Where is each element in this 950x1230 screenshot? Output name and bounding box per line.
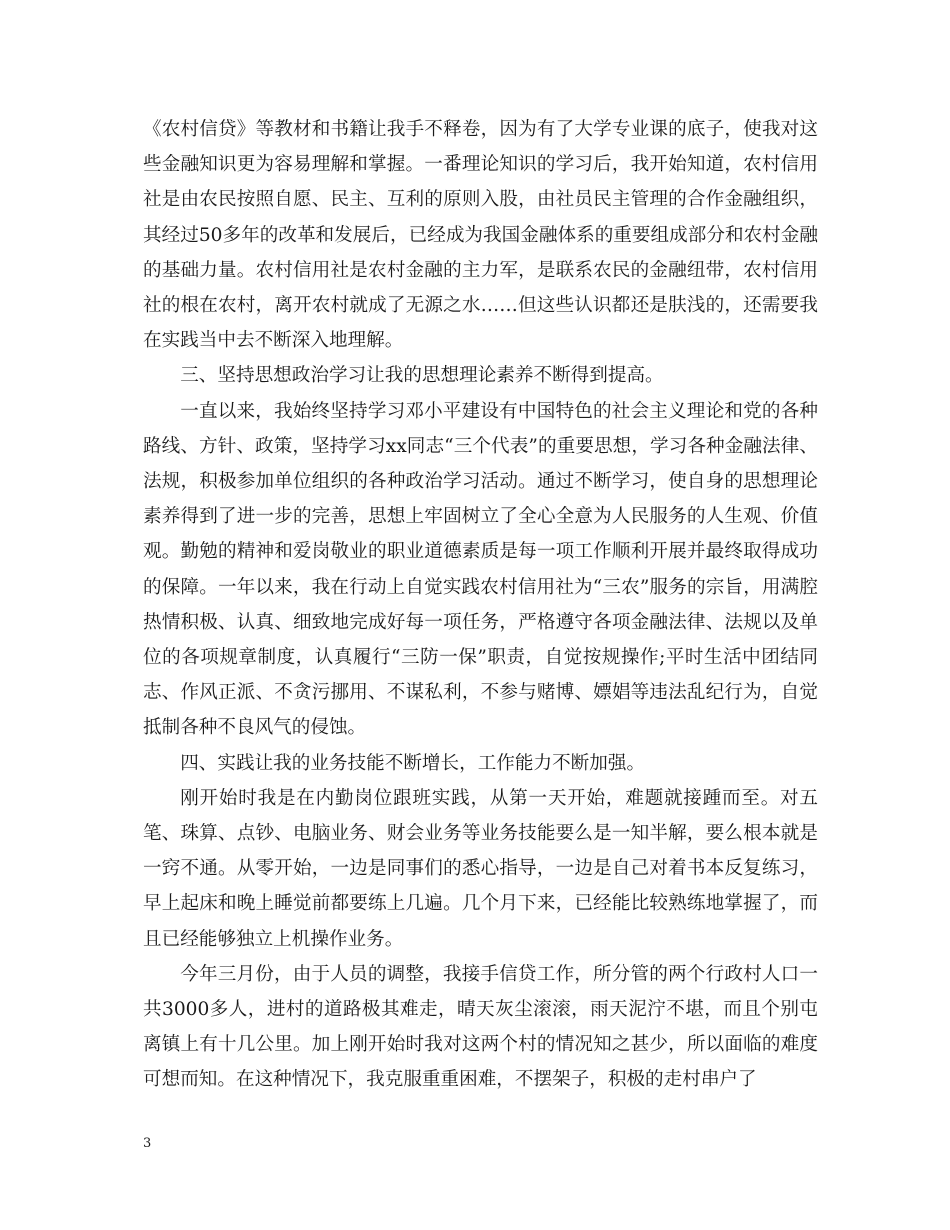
paragraph-2: 一直以来，我始终坚持学习邓小平建设有中国特色的社会主义理论和党的各种路线、方针、政策，坚持学习xx同志“三个代表”的重要思想，学习各种金融法律、法规，积极参加单位组织的各种政治学习活动。通过不断学习，使自身的思想理论素养得到了进一步的完善，思想上牢固树立了全心全意为人民服务的人生观、价值观。勤勉的精神和爱岗敬业的职业道德素质是每一项工作顺利开展并最终取得成功的保障。一年以来，我在行动上自觉实践农村信用社为“三农”服务的宗旨，用满腔热情积极、认真、细致地完成好每一项任务，严格遵守各项金融法律、法规以及单位的各项规章制度，认真履行“三防一保”职责，自觉按规操作;平时生活中团结同志、作风正派、不贪污挪用、不谋私利，不参与赌博、嫖娼等违法乱纪行为，自觉抵制各种不良风气的侵蚀。 [143, 400, 818, 739]
paragraph-1: 《农村信贷》等教材和书籍让我手不释卷，因为有了大学专业课的底子，使我对这些金融知识更为容易理解和掌握。一番理论知识的学习后，我开始知道，农村信用社是由农民按照自愿、民主、互利的原则入股，由社员民主管理的合作金融组织，其经过50多年的改革和发展后，已经成为我国金融体系的重要组成部分和农村金融的基础力量。农村信用社是农村金融的主力军，是联系农民的金融纽带，农村信用社的根在农村，离开农村就成了无源之水……但这些认识都还是肤浅的，还需要我在实践当中去不断深入地理解。 [143, 119, 818, 352]
document-body [143, 112, 818, 1098]
section-heading-3: 三、坚持思想政治学习让我的思想理论素养不断得到提高。 [180, 365, 664, 387]
paragraph-4: 今年三月份，由于人员的调整，我接手信贷工作，所分管的两个行政村人口一共3000多人，进村的道路极其难走，晴天灰尘滚滚，雨天泥泞不堪，而且个别屯离镇上有十几公里。加上刚开始时我对这两个村的情况知之甚少，所以面临的难度可想而知。在这种情况下，我克服重重困难，不摆架子，积极的走村串户了 [143, 963, 818, 1091]
section-heading-4: 四、实践让我的业务技能不断增长，工作能力不断加强。 [180, 752, 646, 774]
paragraph-3: 刚开始时我是在内勤岗位跟班实践，从第一天开始，难题就接踵而至。对五笔、珠算、点钞、电脑业务、财会业务等业务技能要么是一知半解，要么根本就是一窍不通。从零开始，一边是同事们的悉心指导，一边是自己对着书本反复练习，早上起床和晚上睡觉前都要练上几遍。几个月下来，已经能比较熟练地掌握了，而且已经能够独立上机操作业务。 [143, 787, 818, 950]
page-number: 3 [143, 1136, 152, 1151]
